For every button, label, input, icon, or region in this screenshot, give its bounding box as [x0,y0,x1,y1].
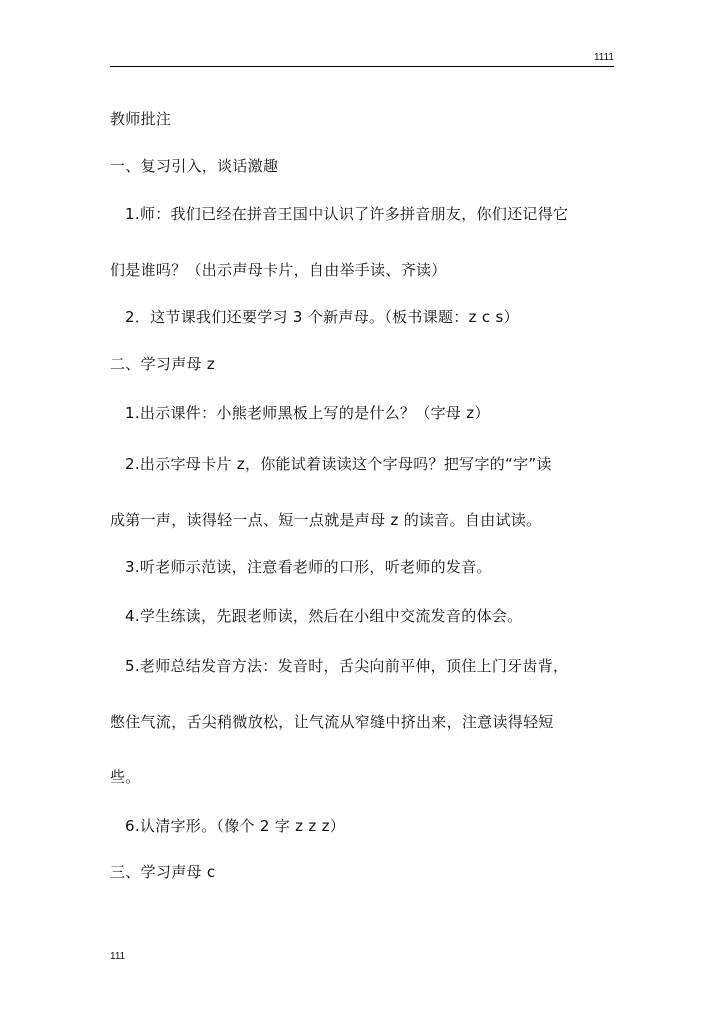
teacher-notes-heading: 教师批注 [110,110,172,128]
paragraph-line: 1.出示课件：小熊老师黑板上写的是什么？（字母 z） [125,404,490,422]
footer-page-number: 111 [110,951,126,962]
paragraph-line: 4.学生练读，先跟老师读，然后在小组中交流发音的体会。 [125,607,523,625]
paragraph-line: 2．这节课我们还要学习 3 个新声母。（板书课题：z c s） [125,308,519,326]
header-page-number: 1111 [593,52,614,63]
paragraph-line: 1.师：我们已经在拼音王国中认识了许多拼音朋友，你们还记得它 [125,205,569,223]
paragraph-line: 成第一声，读得轻一点、短一点就是声母 z 的读音。自由试读。 [110,511,542,529]
page-header [110,52,614,70]
paragraph-line: 6.认清字形。（像个 2 字 z z z） [125,817,346,835]
paragraph-line: 们是谁吗？（出示声母卡片，自由举手读、齐读） [110,261,447,279]
paragraph-line: 3.听老师示范读，注意看老师的口形，听老师的发音。 [125,558,492,576]
paragraph-line: 5.老师总结发音方法：发音时，舌尖向前平伸，顶住上门牙齿背， [125,657,569,675]
paragraph-line: 些。 [110,768,141,786]
paragraph-line: 2.出示字母卡片 z，你能试着读读这个字母吗？把写字的“字”读 [125,455,552,473]
section-heading-review: 一、复习引入，谈话激趣 [110,157,279,175]
section-heading-learn-c: 三、学习声母 c [110,863,216,881]
section-heading-learn-z: 二、学习声母 z [110,355,216,373]
header-rule [110,66,614,67]
paragraph-line: 憋住气流，舌尖稍微放松，让气流从窄缝中挤出来，注意读得轻短 [110,713,554,731]
